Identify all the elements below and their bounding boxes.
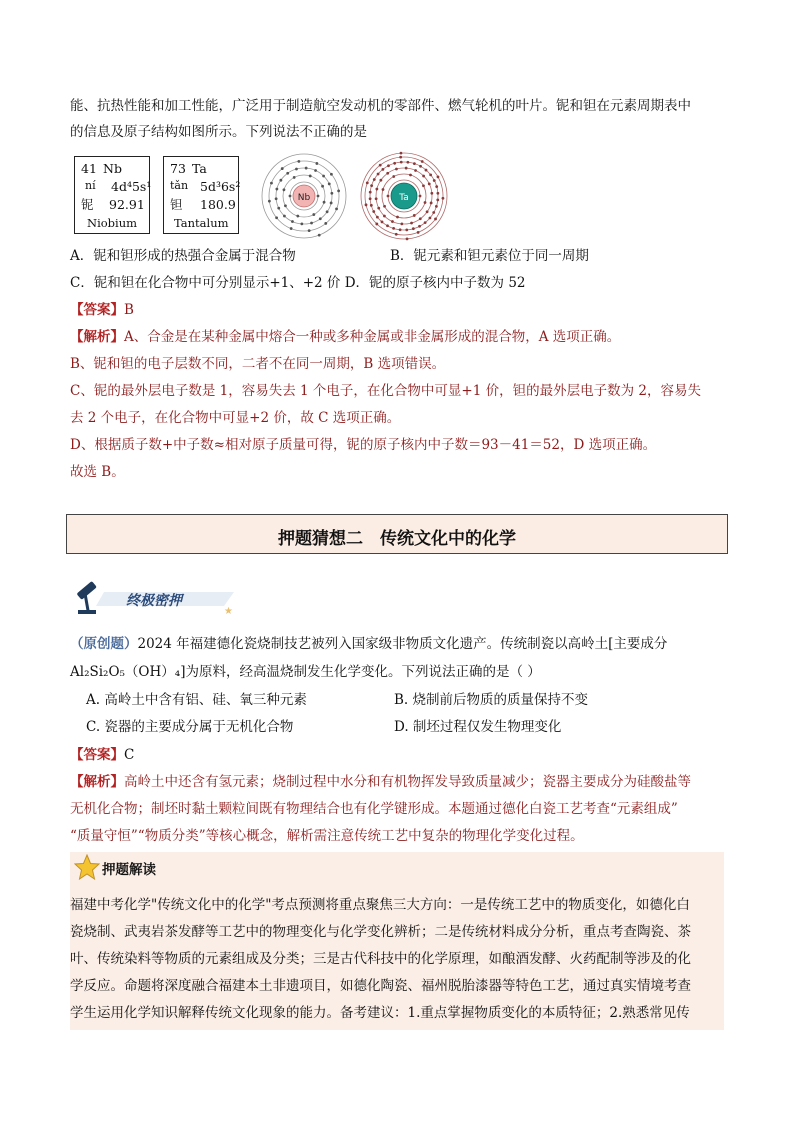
- electron: [376, 216, 379, 219]
- interpretation-box: [70, 852, 724, 1030]
- electron: [373, 178, 376, 181]
- electron: [383, 215, 386, 218]
- electron: [436, 192, 439, 195]
- electron: [381, 221, 384, 224]
- q2-option-d: D. 制坯过程仅发生物理变化: [394, 719, 562, 735]
- electron: [429, 173, 432, 176]
- electron: [291, 220, 294, 223]
- answer-tag: 【答案】: [70, 747, 124, 763]
- electron: [286, 172, 289, 175]
- electron: [270, 182, 273, 185]
- electron: [386, 224, 389, 227]
- electron: [268, 200, 271, 203]
- electron: [330, 202, 333, 205]
- electron: [383, 205, 386, 208]
- electron: [429, 217, 432, 220]
- element-name-en: Tantalum: [174, 216, 229, 230]
- electron: [395, 168, 398, 171]
- element-mass: 92.91: [109, 197, 145, 212]
- interpretation-title: 押题解读: [102, 862, 156, 878]
- q2-stem-line-2: Al₂Si₂O₅（OH）₄]为原料，经高温烧制发生化学变化。下列说法正确的是（ ）: [70, 664, 541, 680]
- electron: [424, 221, 427, 224]
- electron: [375, 188, 378, 191]
- electron: [308, 229, 311, 232]
- electron: [430, 192, 433, 195]
- answer-value: C: [124, 747, 135, 763]
- electron: [419, 195, 422, 198]
- electron: [424, 201, 427, 204]
- element-pinyin: ní: [85, 179, 96, 192]
- electron: [337, 189, 340, 192]
- ta-atom-diagram: [358, 150, 450, 242]
- electron: [369, 197, 372, 200]
- electron: [283, 215, 286, 218]
- electron: [430, 202, 433, 205]
- interpretation-line: 叶、传统染料等物质的元素组成及分类；三是古代科技中的化学原理，如酿酒发酵、火药配制等涉及的化: [70, 951, 691, 967]
- electron: [405, 167, 408, 170]
- electron: [375, 197, 378, 200]
- electron: [295, 168, 298, 171]
- q1-option-b: B．铌元素和钽元素位于同一周期: [390, 248, 589, 264]
- q2-tag: （原创题）: [70, 636, 138, 652]
- electron: [284, 204, 287, 207]
- q1-analysis-line-2: B、铌和钽的电子层数不同，二者不在同一周期，B 选项错误。: [70, 356, 446, 372]
- electron: [437, 175, 440, 178]
- electron: [417, 231, 420, 234]
- electron: [275, 197, 278, 200]
- electron: [281, 167, 284, 170]
- electron: [317, 195, 320, 198]
- electron: [392, 175, 395, 178]
- electron: [328, 182, 331, 185]
- element-card-ta: [163, 156, 239, 234]
- q1-analysis-line-5: D、根据质子数+中子数≈相对原子质量可得，铌的原子核内中子数＝93－41＝52，D 选项正确。: [70, 437, 657, 453]
- electron: [413, 214, 416, 217]
- q1-option-a: A．铌和钽形成的热强合金属于混合物: [70, 248, 296, 264]
- section-header-box: [66, 514, 728, 554]
- electron: [425, 169, 428, 172]
- electron: [309, 175, 312, 178]
- analysis-tag: 【解析】: [70, 329, 124, 345]
- nb-atom-diagram: [258, 150, 350, 242]
- electron: [381, 168, 384, 171]
- electron: [391, 220, 394, 223]
- electron: [392, 227, 395, 230]
- electron: [419, 165, 422, 168]
- electron: [434, 218, 437, 221]
- element-mass: 180.9: [200, 197, 236, 212]
- electron: [375, 223, 378, 226]
- electron: [379, 164, 382, 167]
- electron: [400, 161, 403, 164]
- q1-analysis-line-4: 去 2 个电子，在化合物中可显+2 价，故 C 选项正确。: [70, 410, 401, 426]
- element-config: 4d⁴5s¹: [111, 179, 152, 194]
- intro-line-2: 的信息及原子结构如图所示。下列说法不正确的是: [70, 124, 367, 140]
- electron: [293, 176, 296, 179]
- electron: [377, 207, 380, 210]
- electron: [323, 201, 326, 204]
- nucleus-label: Ta: [399, 193, 409, 203]
- electron: [297, 160, 300, 163]
- electron: [422, 175, 425, 178]
- element-number: 41: [81, 161, 97, 176]
- electron: [382, 188, 385, 191]
- q2-stem-text: 2024 年福建德化瓷烧制技艺被列入国家级非物质文化遗产。传统制瓷以高岭土[主要成分: [137, 636, 668, 652]
- electron: [399, 156, 402, 159]
- analysis-text: A、合金是在某种金属中熔合一种或多种金属或非金属形成的混合物，A 选项正确。: [124, 329, 621, 345]
- interpretation-line: 学反应。命题将深度融合福建本土非遗项目，如德化陶瓷、福州脱胎漆器等特色工艺，通过真实情境考查: [70, 978, 691, 994]
- electron: [387, 195, 390, 198]
- final-prediction-banner: [74, 578, 239, 618]
- electron: [372, 210, 375, 213]
- electron: [399, 228, 402, 231]
- electron: [433, 179, 436, 182]
- electron: [370, 184, 373, 187]
- interpretation-line: 瓷烧制、武夷岩茶发酵等工艺中的物理变化与化学变化辨析；二是传统材料成分分析，重点考查陶瓷、茶: [70, 924, 691, 940]
- electron: [296, 215, 299, 218]
- electron: [324, 222, 327, 225]
- element-config: 5d³6s²: [200, 179, 241, 194]
- electron: [277, 207, 280, 210]
- electron: [421, 160, 424, 163]
- star-icon: [74, 854, 100, 880]
- electron: [432, 211, 435, 214]
- electron: [419, 217, 422, 220]
- q2-stem-line-1: [70, 634, 667, 654]
- electron: [422, 184, 425, 187]
- interpretation-line: 福建中考化学"传统文化中的化学"考点预测将重点聚焦三大方向：一是传统工艺中的物质变化，如德化白: [70, 897, 690, 913]
- section-title: 押题猜想二 传统文化中的化学: [278, 529, 516, 549]
- electron: [335, 207, 338, 210]
- electron: [314, 169, 317, 172]
- q1-analysis-line-1: [70, 327, 620, 347]
- element-pinyin: tǎn: [170, 179, 189, 192]
- element-card-nb: [74, 156, 150, 234]
- electron: [405, 228, 408, 231]
- analysis-text: 高岭土中还含有氢元素；烧制过程中水分和有机物挥发导致质量减少；瓷器主要成分为硅酸盐等: [124, 774, 691, 790]
- star-icon: ★: [224, 606, 233, 617]
- electron: [428, 182, 431, 185]
- intro-line-1: 能、抗热性能和加工性能，广泛用于制造航空发动机的零部件、燃气轮机的叶片。铌和钽在元素周期表中: [70, 98, 691, 114]
- electron: [365, 203, 368, 206]
- electron: [442, 197, 445, 200]
- electron: [435, 185, 438, 188]
- electron: [406, 237, 409, 240]
- electron: [410, 222, 413, 225]
- electron: [279, 179, 282, 182]
- interpretation-body: [70, 892, 691, 1027]
- element-symbol: Ta: [192, 161, 207, 176]
- electron: [319, 217, 322, 220]
- element-number: 73: [170, 161, 186, 176]
- electron: [312, 213, 315, 216]
- electron: [400, 152, 403, 155]
- element-name-cn: 铌: [81, 197, 94, 212]
- electron: [414, 169, 417, 172]
- electron: [369, 191, 372, 194]
- electron: [275, 216, 278, 219]
- electron: [379, 179, 382, 182]
- electron: [275, 188, 278, 191]
- q1-option-cd: C．铌和钽在化合物中可分别显示+1、+2 价 D．铌的原子核内中子数为 52: [70, 275, 526, 291]
- electron: [377, 173, 380, 176]
- q1-conclusion: 故选 B。: [70, 464, 125, 480]
- q2-analysis-line-1: [70, 772, 691, 792]
- electron: [289, 195, 292, 198]
- electron: [330, 173, 333, 176]
- electron: [322, 175, 325, 178]
- interpretation-line: 学生运用化学知识解释传统文化现象的能力。备考建议：1.重点掌握物质变化的本质特征；2.熟悉常见传: [70, 1005, 690, 1021]
- electron: [387, 164, 390, 167]
- electron: [400, 223, 403, 226]
- electron: [426, 210, 429, 213]
- electron: [386, 172, 389, 175]
- electron: [436, 198, 439, 201]
- q2-answer-line: [70, 745, 134, 765]
- element-name-en: Niobium: [87, 216, 138, 230]
- q2-analysis-line-3: “质量守恒”“物质分类”等核心概念，解析需注意传统工艺中复杂的物理化学变化过程。: [70, 828, 584, 844]
- analysis-tag: 【解析】: [70, 774, 124, 790]
- electron: [396, 216, 399, 219]
- electron: [310, 222, 313, 225]
- electron: [393, 162, 396, 165]
- q1-answer-line: [70, 300, 134, 320]
- q2-option-b: B. 烧制前后物质的质量保持不变: [394, 692, 589, 708]
- electron: [412, 227, 415, 230]
- electron: [435, 205, 438, 208]
- answer-value: B: [124, 302, 134, 318]
- q1-analysis-line-3: C、铌的最外层电子数是 1，容易失去 1 个电子，在化合物中可显+1 价，钽的最外层电子数为 2，容易失: [70, 383, 701, 399]
- element-symbol: Nb: [103, 161, 122, 176]
- electron: [406, 161, 409, 164]
- electron: [413, 162, 416, 165]
- element-name-cn: 钽: [170, 197, 183, 212]
- q2-analysis-line-2: 无机化合物；制坯时黏土颗粒间既有物理结合也有化学键形成。本题通过德化白瓷工艺考查“元素组成”: [70, 801, 678, 817]
- electron: [370, 204, 373, 207]
- electron: [321, 185, 324, 188]
- q2-option-c: C. 瓷器的主要成分属于无机化合物: [86, 719, 294, 735]
- electron: [409, 174, 412, 177]
- banner-text: 终极密押: [126, 593, 182, 609]
- electron: [366, 181, 369, 184]
- q2-option-a: A. 高岭土中含有铝、硅、氧三种元素: [86, 692, 307, 708]
- electron: [315, 162, 318, 165]
- electron: [305, 167, 308, 170]
- electron: [395, 233, 398, 236]
- electron: [318, 234, 321, 237]
- electron: [283, 188, 286, 191]
- nucleus-label: Nb: [297, 193, 311, 203]
- electron: [330, 192, 333, 195]
- electron: [326, 210, 329, 213]
- electron: [418, 225, 421, 228]
- electron: [300, 223, 303, 226]
- electron: [290, 227, 293, 230]
- answer-tag: 【答案】: [70, 302, 124, 318]
